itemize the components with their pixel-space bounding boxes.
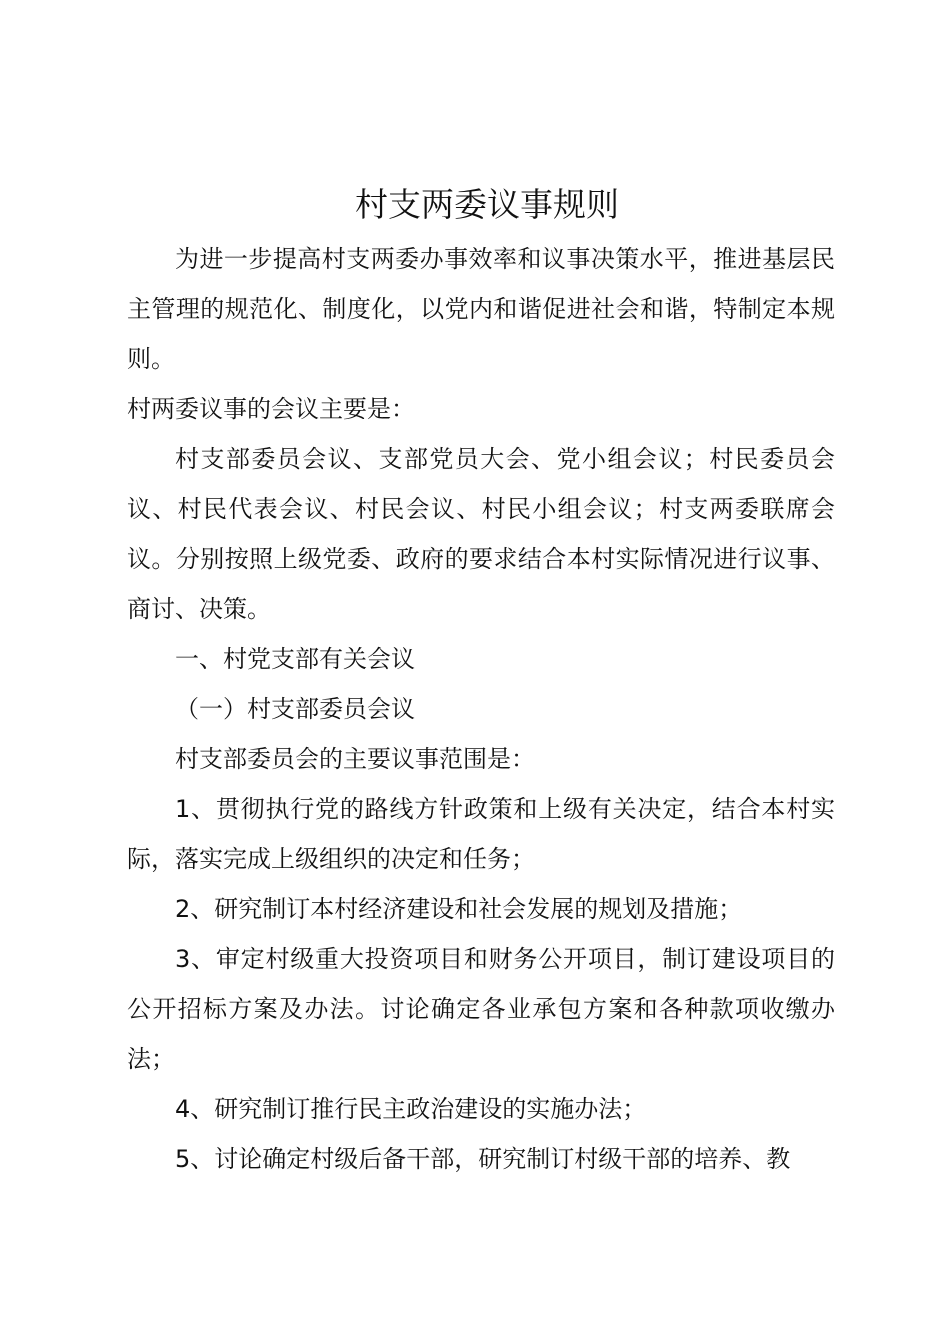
scope-intro: 村支部委员会的主要议事范围是： [175,745,535,773]
intro-paragraph: 为进一步提高村支两委办事效率和议事决策水平，推进基层民主管理的规范化、制度化，以党内和谐促进社会和谐，特制定本规则。 [127,245,835,373]
document-title: 村支两委议事规则 [355,185,619,224]
list-item-3: 3、审定村级重大投资项目和财务公开项目，制订建设项目的公开招标方案及办法。讨论确定各业承包方案和各种款项收缴办法； [127,945,835,1073]
subsection-heading-1: （一）村支部委员会议 [175,695,415,723]
list-item-1: 1、贯彻执行党的路线方针政策和上级有关决定，结合本村实际，落实完成上级组织的决定和任务； [127,795,835,873]
list-item-5: 5、讨论确定村级后备干部，研究制订村级干部的培养、教 [175,1145,791,1173]
meeting-types-heading: 村两委议事的会议主要是： [127,395,415,423]
list-item-4: 4、研究制订推行民主政治建设的实施办法； [175,1095,647,1123]
meeting-types-paragraph: 村支部委员会议、支部党员大会、党小组会议；村民委员会议、村民代表会议、村民会议、村民小组会议；村支两委联席会议。分别按照上级党委、政府的要求结合本村实际情况进行议事、商讨、决策。 [127,445,835,623]
list-item-2: 2、研究制订本村经济建设和社会发展的规划及措施； [175,895,743,923]
section-heading-1: 一、村党支部有关会议 [175,645,415,673]
document-body [127,176,835,1184]
